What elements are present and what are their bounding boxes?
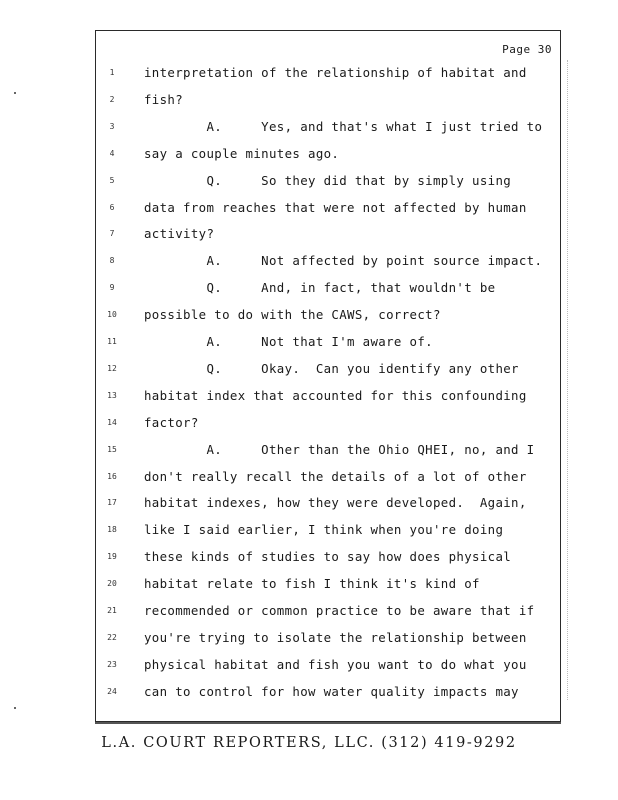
line-number: 3 bbox=[109, 121, 115, 131]
transcript-line bbox=[96, 305, 562, 325]
transcript-line bbox=[96, 682, 562, 702]
transcript-line bbox=[96, 224, 562, 244]
page-number: Page 30 bbox=[502, 43, 552, 56]
line-text: fish? bbox=[144, 91, 184, 107]
line-number: 20 bbox=[107, 579, 117, 589]
line-number: 14 bbox=[107, 417, 117, 427]
line-number: 2 bbox=[109, 94, 115, 104]
line-number: 22 bbox=[107, 632, 117, 642]
line-number: 19 bbox=[107, 552, 117, 562]
line-number: 6 bbox=[109, 202, 115, 212]
line-number: 17 bbox=[107, 498, 117, 508]
transcript-line bbox=[96, 467, 562, 487]
transcript-line bbox=[96, 278, 562, 298]
line-text: A. Other than the Ohio QHEI, no, and I bbox=[144, 441, 535, 457]
transcript-line bbox=[96, 520, 562, 540]
line-text: like I said earlier, I think when you're doing bbox=[144, 522, 504, 538]
line-number: 4 bbox=[109, 148, 115, 158]
line-text: Q. And, in fact, that wouldn't be bbox=[144, 280, 496, 296]
transcript-line bbox=[96, 386, 562, 406]
line-text: habitat relate to fish I think it's kind of bbox=[144, 576, 480, 592]
line-text: you're trying to isolate the relationship between bbox=[144, 629, 527, 645]
transcript-line bbox=[96, 117, 562, 137]
line-text: recommended or common practice to be aware that if bbox=[144, 603, 535, 618]
line-number: 21 bbox=[107, 606, 117, 615]
line-text: interpretation of the relationship of habitat and bbox=[144, 65, 527, 80]
line-text: habitat index that accounted for this confounding bbox=[144, 387, 527, 403]
line-text: activity? bbox=[144, 226, 215, 242]
transcript-line bbox=[96, 413, 562, 433]
line-text: can to control for how water quality impacts may bbox=[144, 683, 519, 699]
transcript-line bbox=[96, 359, 562, 379]
transcript-page bbox=[95, 30, 561, 722]
transcript-line bbox=[96, 63, 562, 83]
line-number: 1 bbox=[109, 68, 115, 77]
transcript-line bbox=[96, 171, 562, 191]
line-number: 11 bbox=[107, 337, 117, 346]
line-number: 7 bbox=[109, 229, 115, 239]
line-number: 16 bbox=[107, 471, 117, 481]
line-text: A. Yes, and that's what I just tried to bbox=[144, 118, 543, 134]
line-number: 5 bbox=[109, 175, 115, 185]
line-text: these kinds of studies to say how does physical bbox=[144, 549, 512, 565]
line-text: data from reaches that were not affected by human bbox=[144, 199, 527, 215]
scan-speck bbox=[14, 707, 16, 709]
line-number: 13 bbox=[107, 390, 117, 400]
transcript-line bbox=[96, 251, 562, 271]
line-number: 8 bbox=[109, 256, 115, 266]
line-number: 18 bbox=[107, 525, 117, 535]
court-reporter-footer: L.A. COURT REPORTERS, LLC. (312) 419-9292 bbox=[101, 735, 517, 751]
scan-edge-dots bbox=[567, 60, 569, 700]
line-number: 9 bbox=[109, 283, 115, 293]
transcript-line bbox=[96, 332, 562, 352]
line-text: say a couple minutes ago. bbox=[144, 145, 340, 161]
line-number: 15 bbox=[107, 444, 117, 454]
transcript-line bbox=[96, 655, 562, 675]
line-number: 10 bbox=[107, 310, 117, 320]
transcript-line bbox=[96, 440, 562, 460]
line-text: physical habitat and fish you want to do what you bbox=[144, 656, 527, 672]
line-text: habitat indexes, how they were developed. Again, bbox=[144, 495, 527, 511]
line-text: possible to do with the CAWS, correct? bbox=[144, 307, 441, 323]
transcript-line bbox=[96, 601, 562, 621]
line-number: 12 bbox=[107, 363, 117, 373]
transcript-line bbox=[96, 90, 562, 110]
transcript-line bbox=[96, 198, 562, 218]
transcript-line bbox=[96, 628, 562, 648]
line-text: don't really recall the details of a lot of other bbox=[144, 468, 527, 484]
line-number: 23 bbox=[107, 659, 117, 669]
line-number: 24 bbox=[107, 686, 117, 696]
scan-speck bbox=[14, 92, 16, 94]
line-text: A. Not that I'm aware of. bbox=[144, 334, 433, 349]
line-text: factor? bbox=[144, 414, 199, 430]
transcript-line bbox=[96, 547, 562, 567]
line-text: A. Not affected by point source impact. bbox=[144, 253, 543, 269]
line-text: Q. So they did that by simply using bbox=[144, 172, 512, 188]
transcript-line bbox=[96, 493, 562, 513]
transcript-line bbox=[96, 144, 562, 164]
transcript-line bbox=[96, 574, 562, 594]
line-text: Q. Okay. Can you identify any other bbox=[144, 360, 519, 376]
